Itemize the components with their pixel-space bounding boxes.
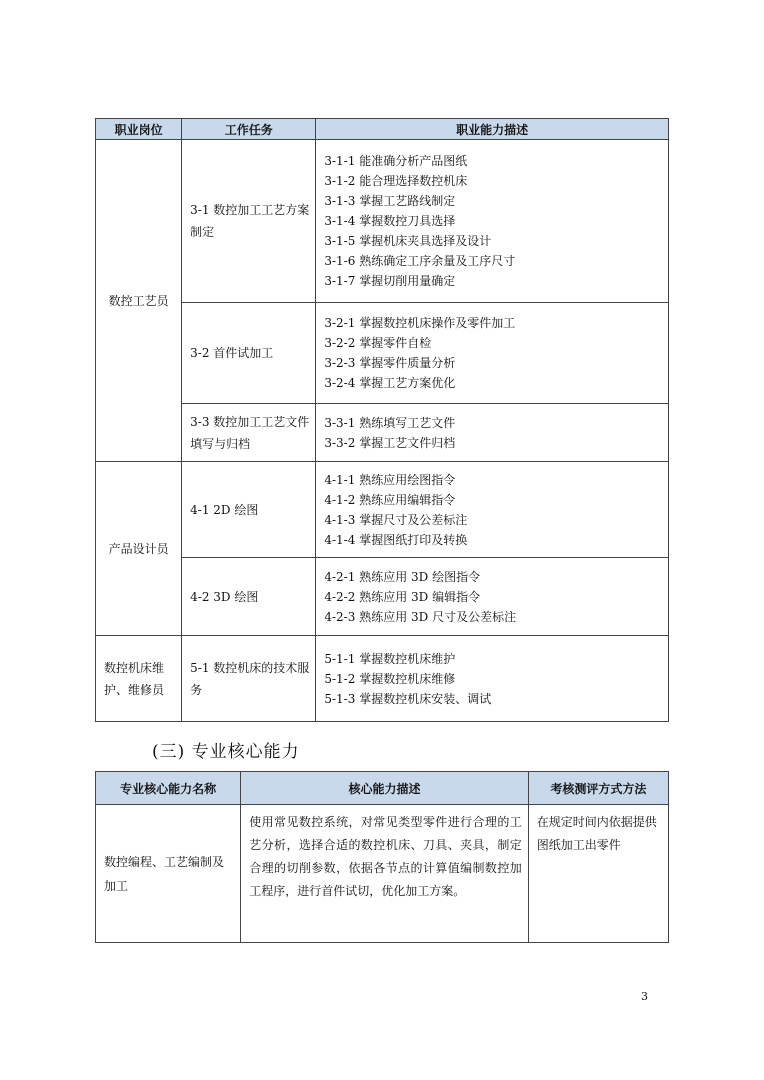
- ability-item: 3-3-2 掌握工艺文件归档: [324, 435, 456, 450]
- task-cell: 4-1 2D 绘图: [182, 462, 316, 558]
- ability-item: 3-3-1 熟练填写工艺文件: [324, 415, 456, 430]
- table-row: [96, 140, 669, 303]
- ability-item: 4-2-2 熟练应用 3D 编辑指令: [324, 589, 481, 604]
- position-cell: 产品设计员: [96, 462, 182, 636]
- table-row: [96, 805, 669, 943]
- ability-cell: [316, 558, 669, 636]
- ability-item: 3-2-2 掌握零件自检: [324, 336, 432, 350]
- ability-cell: [316, 140, 669, 303]
- ability-item: 3-1-2 能合理选择数控机床: [324, 174, 468, 188]
- ability-item: 3-1-6 熟练确定工序余量及工序尺寸: [324, 254, 516, 268]
- header-task: 工作任务: [182, 119, 316, 140]
- ability-item: 3-1-7 掌握切削用量确定: [324, 274, 456, 288]
- page-number: 3: [641, 990, 648, 1003]
- header-ability-name: 专业核心能力名称: [96, 772, 241, 805]
- ability-item: 3-1-1 能准确分析产品图纸: [324, 154, 468, 168]
- task-cell: 3-2 首件试加工: [182, 303, 316, 404]
- ability-item: 5-1-1 掌握数控机床维护: [324, 651, 456, 666]
- header-ability: 职业能力描述: [316, 119, 669, 140]
- task-cell: 4-2 3D 绘图: [182, 558, 316, 636]
- position-cell: 数控机床维护、维修员: [96, 636, 182, 722]
- table-row: [96, 404, 669, 462]
- ability-item: 4-1-2 熟练应用编辑指令: [324, 492, 456, 507]
- ability-item: 4-2-1 熟练应用 3D 绘图指令: [324, 569, 481, 584]
- ability-cell: [316, 303, 669, 404]
- ability-item: 4-1-3 掌握尺寸及公差标注: [324, 512, 468, 527]
- core-ability-description: 使用常见数控系统，对常见类型零件进行合理的工艺分析，选择合适的数控机床、刀具、夹具，制定合理的切削参数，依据各节点的计算值编制数控加工程序，进行首件试切，优化加工方案。: [241, 805, 529, 943]
- ability-item: 5-1-2 掌握数控机床维修: [324, 671, 456, 686]
- assessment-method: 在规定时间内依据提供图纸加工出零件: [528, 805, 668, 943]
- ability-item: 4-1-1 熟练应用绘图指令: [324, 472, 456, 487]
- table-row: [96, 462, 669, 558]
- table-row: [96, 636, 669, 722]
- task-cell: 3-1 数控加工工艺方案制定: [182, 140, 316, 303]
- ability-item: 3-1-5 掌握机床夹具选择及设计: [324, 234, 492, 248]
- ability-item: 3-1-3 掌握工艺路线制定: [324, 194, 456, 208]
- header-assessment-method: 考核测评方式方法: [528, 772, 668, 805]
- table-header-row: [96, 119, 669, 140]
- ability-item: 5-1-3 掌握数控机床安装、调试: [324, 691, 492, 706]
- ability-item: 4-2-3 熟练应用 3D 尺寸及公差标注: [324, 609, 517, 624]
- table-row: [96, 303, 669, 404]
- ability-cell: [316, 636, 669, 722]
- task-cell: 5-1 数控机床的技术服务: [182, 636, 316, 722]
- task-cell: 3-3 数控加工工艺文件填写与归档: [182, 404, 316, 462]
- section-heading: (三) 专业核心能力: [152, 742, 300, 762]
- header-ability-description: 核心能力描述: [241, 772, 529, 805]
- table-header-row: [96, 772, 669, 805]
- ability-item: 4-1-4 掌握图纸打印及转换: [324, 532, 468, 547]
- ability-item: 3-2-4 掌握工艺方案优化: [324, 376, 456, 390]
- job-ability-table: [95, 118, 669, 722]
- ability-cell: [316, 404, 669, 462]
- table-row: [96, 558, 669, 636]
- ability-cell: [316, 462, 669, 558]
- core-ability-name: 数控编程、工艺编制及加工: [96, 805, 241, 943]
- core-ability-table: [95, 771, 669, 943]
- header-position: 职业岗位: [96, 119, 182, 140]
- ability-item: 3-2-1 掌握数控机床操作及零件加工: [324, 316, 516, 330]
- ability-item: 3-1-4 掌握数控刀具选择: [324, 214, 456, 228]
- ability-item: 3-2-3 掌握零件质量分析: [324, 356, 456, 370]
- position-cell: 数控工艺员: [96, 140, 182, 462]
